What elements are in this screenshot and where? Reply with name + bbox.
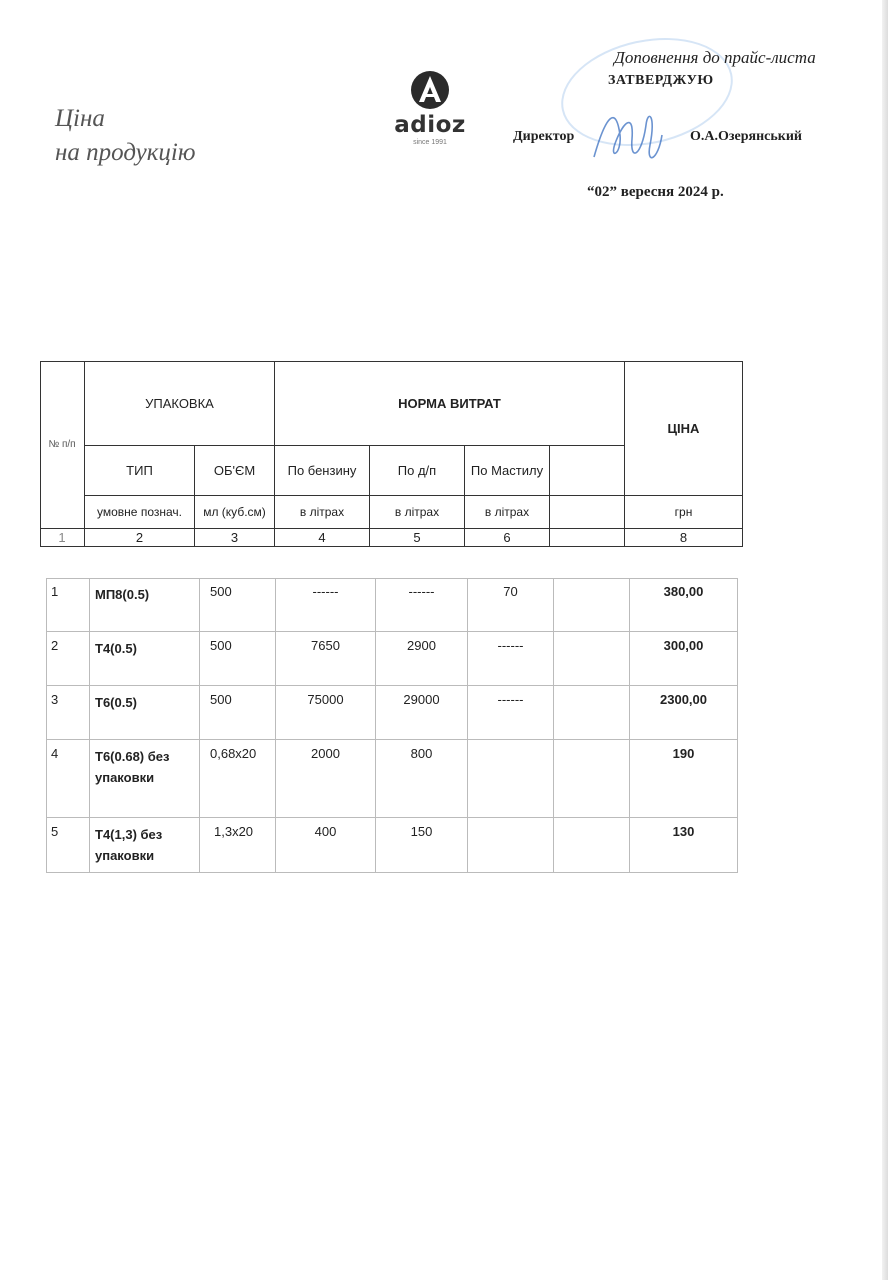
row-price: 190 (630, 740, 738, 818)
signature-icon (586, 95, 666, 175)
header-oil: По Мастилу (465, 446, 550, 496)
row-volume: 500 (200, 632, 276, 686)
col-number: 2 (85, 529, 195, 547)
logo-mark-icon (410, 70, 450, 110)
row-diesel: 150 (376, 818, 468, 873)
header-petrol: По бензину (275, 446, 370, 496)
unit-volume: мл (куб.см) (195, 496, 275, 529)
row-petrol: 75000 (276, 686, 376, 740)
col-number: 8 (625, 529, 743, 547)
row-oil: 70 (468, 578, 554, 632)
col-number: 3 (195, 529, 275, 547)
row-oil: ------ (468, 686, 554, 740)
table-header (40, 361, 743, 547)
row-diesel: 29000 (376, 686, 468, 740)
row-type: Т4(0.5) (90, 632, 200, 686)
row-oil (468, 818, 554, 873)
row-price: 2300,00 (630, 686, 738, 740)
row-type: Т4(1,3) без упаковки (90, 818, 200, 873)
col-number: 4 (275, 529, 370, 547)
logo-since: since 1991 (413, 139, 447, 146)
col-number-empty (550, 529, 625, 547)
header-type: ТИП (85, 446, 195, 496)
row-petrol: 7650 (276, 632, 376, 686)
addendum-caption: Доповнення до прайс-листа (614, 48, 816, 67)
row-price: 130 (630, 818, 738, 873)
header-norm: НОРМА ВИТРАТ (275, 361, 625, 446)
title-line-1: Ціна (55, 105, 105, 132)
row-oil: ------ (468, 632, 554, 686)
row-empty (554, 818, 630, 873)
header-empty (550, 446, 625, 496)
row-volume: 1,3х20 (200, 818, 276, 873)
header-volume: ОБ'ЄМ (195, 446, 275, 496)
row-number: 3 (46, 686, 90, 740)
header-diesel: По д/п (370, 446, 465, 496)
approve-caption: ЗАТВЕРДЖУЮ (608, 73, 714, 88)
row-empty (554, 578, 630, 632)
unit-price: грн (625, 496, 743, 529)
row-petrol: ------ (276, 578, 376, 632)
row-empty (554, 686, 630, 740)
row-type: МП8(0.5) (90, 578, 200, 632)
row-oil (468, 740, 554, 818)
row-number: 2 (46, 632, 90, 686)
row-diesel: 800 (376, 740, 468, 818)
row-number: 5 (46, 818, 90, 873)
approval-date: “02” вересня 2024 р. (587, 184, 724, 200)
col-number: 5 (370, 529, 465, 547)
row-diesel: 2900 (376, 632, 468, 686)
title-line-2: на продукцію (55, 139, 196, 166)
row-type: Т6(0.68) без упаковки (90, 740, 200, 818)
header-packaging: УПАКОВКА (85, 361, 275, 446)
row-volume: 0,68х20 (200, 740, 276, 818)
row-petrol: 400 (276, 818, 376, 873)
unit-diesel: в літрах (370, 496, 465, 529)
price-table (46, 578, 738, 873)
unit-oil: в літрах (465, 496, 550, 529)
col-number: 6 (465, 529, 550, 547)
row-price: 300,00 (630, 632, 738, 686)
row-volume: 500 (200, 686, 276, 740)
row-empty (554, 740, 630, 818)
row-diesel: ------ (376, 578, 468, 632)
row-empty (554, 632, 630, 686)
director-name: О.А.Озерянський (690, 129, 802, 144)
row-number: 4 (46, 740, 90, 818)
page-edge (882, 0, 888, 1280)
row-petrol: 2000 (276, 740, 376, 818)
unit-empty (550, 496, 625, 529)
header-num: № п/п (40, 361, 85, 529)
unit-petrol: в літрах (275, 496, 370, 529)
row-price: 380,00 (630, 578, 738, 632)
company-logo (388, 70, 472, 146)
director-label: Директор (513, 129, 575, 144)
logo-wordmark: adioz (394, 112, 466, 138)
header-price: ЦІНА (625, 361, 743, 496)
col-number: 1 (40, 529, 85, 547)
document-title (55, 102, 196, 170)
unit-type: умовне познач. (85, 496, 195, 529)
row-volume: 500 (200, 578, 276, 632)
row-type: Т6(0.5) (90, 686, 200, 740)
row-number: 1 (46, 578, 90, 632)
